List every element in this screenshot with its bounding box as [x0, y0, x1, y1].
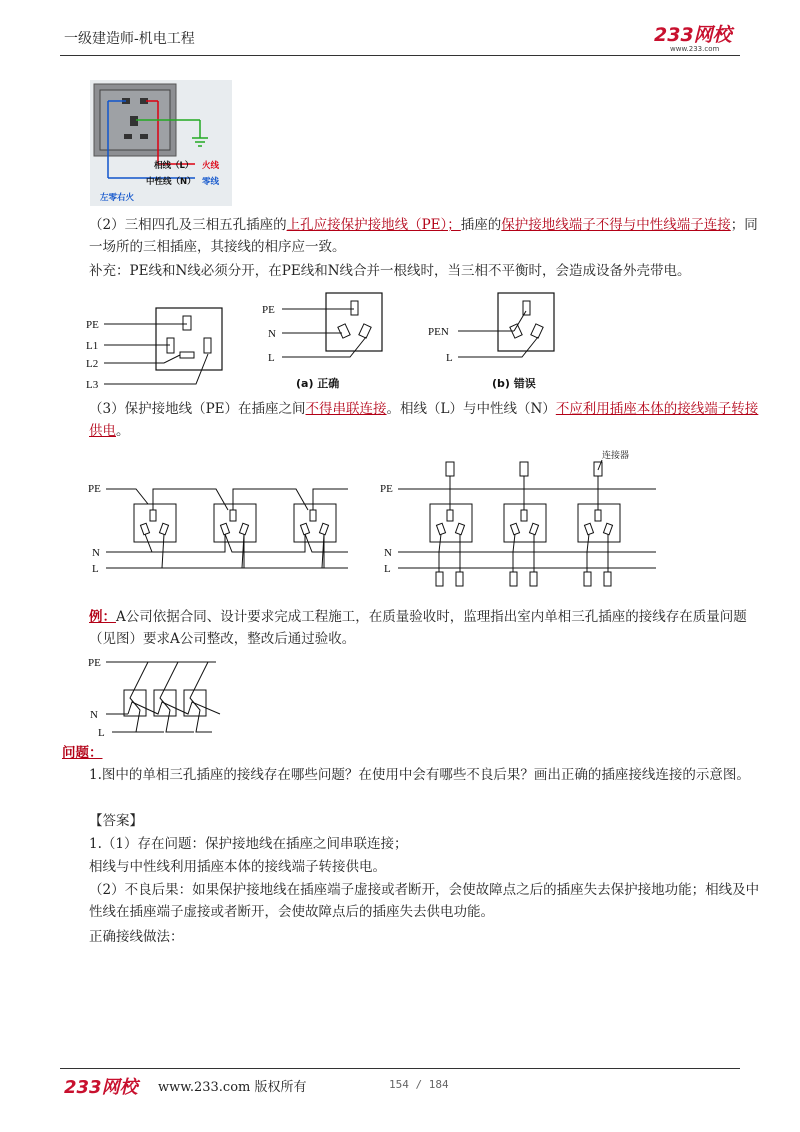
text-span: 插座的: [460, 217, 502, 233]
page-number: 154 / 184: [389, 1078, 449, 1091]
answer-line-1: 1.（1）存在问题：保护接地线在插座之间串联连接；: [89, 836, 408, 852]
highlight-pe-top-hole: 上孔应接保护接地线（PE）；: [286, 217, 461, 233]
correct-wiring-figure: [260, 285, 400, 393]
socket-1: [134, 504, 176, 542]
label-l: L: [92, 563, 99, 575]
paragraph-supplement: 补充：PE线和N线必须分开，在PE线和N线合并一根线时，当三相不平衡时，会造成设备外壳带电。: [89, 263, 691, 279]
label-pe: PE: [86, 319, 99, 331]
caption-wrong: (b) 错误: [492, 377, 536, 390]
socket-a: [430, 489, 472, 542]
header-divider: [60, 55, 740, 56]
text-span: 。: [116, 423, 130, 439]
label-l: L: [446, 352, 453, 364]
highlight-pe-not-neutral: 保护接地线端子不得与中性线端子连接: [501, 217, 731, 233]
text-span: （2）三相四孔及三相五孔插座的: [89, 217, 287, 233]
answer-line-4: 正确接线做法：: [89, 929, 184, 945]
text-span: （3）保护接地线（PE）在插座之间: [89, 401, 306, 417]
text-span: A公司依据合同、设计要求完成工程施工，在质量验收时，监理指出室内单相三孔插座的接线存在质量问题（见图）要求A公司整改，整改后通过验收。: [89, 609, 747, 647]
label-l1: L1: [86, 340, 99, 352]
label-n: N: [268, 328, 276, 340]
socket-3: [294, 504, 336, 542]
photo-label-live-alias: 火线: [202, 161, 220, 171]
question-title: [62, 742, 742, 764]
socket-b: [504, 489, 546, 542]
answer-line-2: 相线与中性线利用插座本体的接线端子转接供电。: [89, 859, 386, 875]
photo-label-live: 相线（L）: [154, 161, 194, 171]
wrong-wiring-figure: [426, 285, 566, 393]
footer-logo: [62, 1073, 148, 1099]
label-l2: L2: [86, 358, 99, 370]
socket-c: [578, 489, 620, 542]
text-span: ；同一场所的三相插座，其接线的相序应一致。: [89, 217, 758, 255]
label-pe: PE: [380, 483, 393, 495]
label-pe: PE: [88, 483, 101, 495]
paragraph-series-rule: [62, 398, 769, 442]
label-l: L: [268, 352, 275, 364]
label-n: N: [92, 547, 100, 559]
footer-divider: [60, 1068, 740, 1069]
question-label: 问题：: [62, 745, 103, 761]
paragraph-example: [62, 606, 769, 650]
label-n: N: [384, 547, 392, 559]
answer-line-3: （2）不良后果：如果保护接地线在插座端子虚接或者断开，会使故障点之后的插座失去保护接地功能；相线及中性线在插座端子虚接或者断开，会使故障点后的插座失去供电功能。: [89, 882, 760, 920]
photo-label-neutral: 中性线（N）: [146, 177, 196, 187]
socket-2: [214, 504, 256, 542]
answer-title: 【答案】: [89, 813, 143, 829]
footer-logo-text: 233网校: [64, 1077, 138, 1098]
label-l: L: [98, 727, 105, 739]
highlight-no-series: 不得串联连接: [305, 401, 387, 417]
label-n: N: [90, 709, 98, 721]
paragraph-three-phase-rule: [62, 214, 769, 258]
three-phase-socket-figure: [84, 296, 234, 392]
label-pen: PEN: [428, 326, 449, 338]
footer-copyright: www.233.com 版权所有: [158, 1080, 307, 1095]
example-wiring-figure: [88, 654, 238, 740]
series-wiring-wrong-figure: [86, 480, 366, 580]
photo-label-neutral-alias: 零线: [202, 177, 220, 187]
socket-photo-figure: [90, 80, 232, 206]
caption-correct: (a) 正确: [296, 377, 340, 390]
brand-logo-sub: www.233.com: [670, 45, 720, 53]
question-1: 1.图中的单相三孔插座的接线存在哪些问题？在使用中会有哪些不良后果？画出正确的插座接线连接的示意图。: [89, 767, 750, 783]
document-header-title: 一级建造师-机电工程: [64, 31, 195, 47]
photo-label-rule: 左零右火: [100, 193, 135, 203]
label-l: L: [384, 563, 391, 575]
connector-wiring-correct-figure: [380, 448, 660, 588]
highlight-no-transfer: 不应利用插座本体的接线端子转接供电: [89, 401, 759, 439]
example-label: 例：: [89, 609, 116, 625]
label-l3: L3: [86, 379, 99, 391]
brand-logo-text: 233网校: [654, 24, 732, 46]
label-pe: PE: [88, 657, 101, 669]
connector-label: 连接器: [602, 451, 630, 461]
text-span: 。相线（L）与中性线（N）: [386, 401, 556, 417]
brand-logo: [652, 20, 738, 54]
label-pe: PE: [262, 304, 275, 316]
